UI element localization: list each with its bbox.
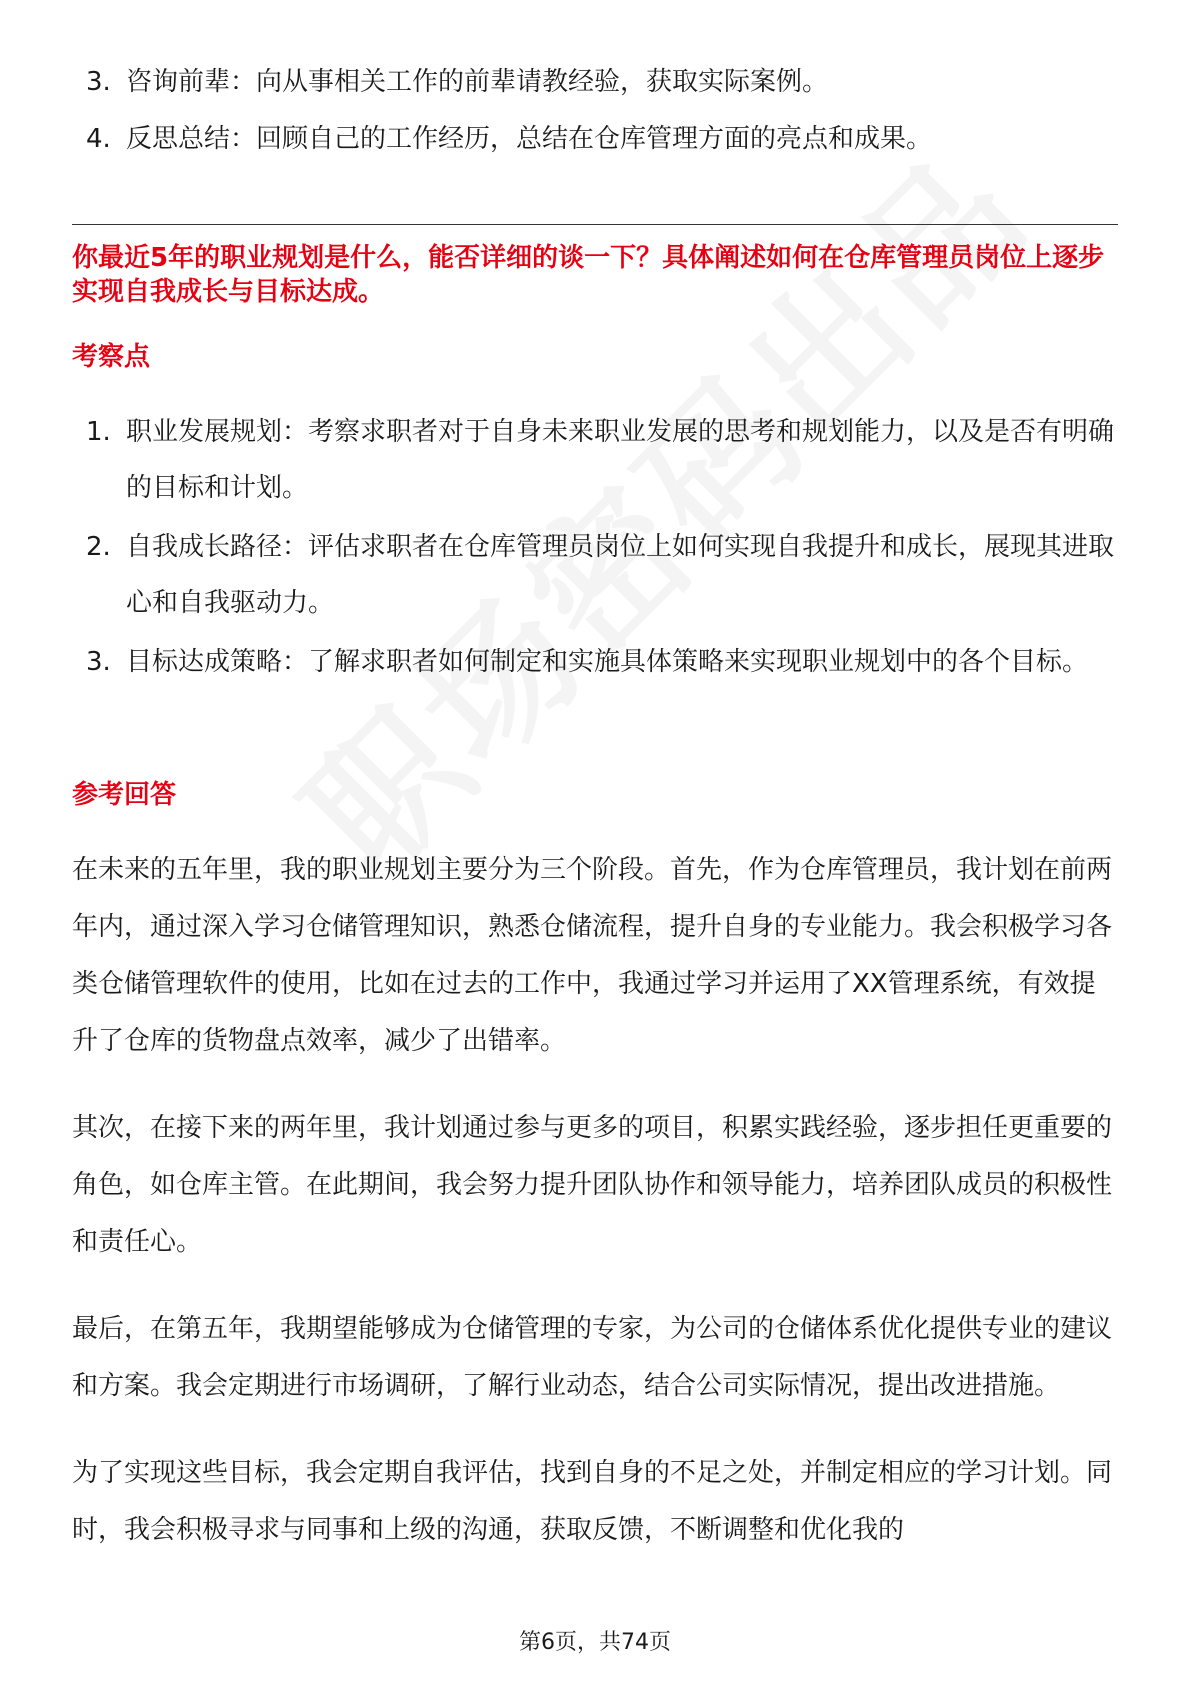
points-title: 考察点 xyxy=(72,342,151,372)
list-item-number: 3. xyxy=(86,67,111,97)
answer-title: 参考回答 xyxy=(72,780,177,810)
list-item-text: 目标达成策略：了解求职者如何制定和实施具体策略来实现职业规划中的各个目标。 xyxy=(126,647,1089,677)
continued-list xyxy=(72,54,1117,168)
list-item xyxy=(72,54,1117,110)
list-item-text: 反思总结：回顾自己的工作经历，总结在仓库管理方面的亮点和成果。 xyxy=(126,124,933,154)
section-divider xyxy=(72,224,1118,225)
list-item-text: 咨询前辈：向从事相关工作的前辈请教经验，获取实际案例。 xyxy=(126,67,829,97)
answer-body xyxy=(72,842,1120,1589)
list-item xyxy=(72,111,1117,167)
page-number-footer: 第6页，共74页 xyxy=(519,1630,671,1655)
list-item-text: 自我成长路径：评估求职者在仓库管理员岗位上如何实现自我提升和成长，展现其进取心和自我驱动力。 xyxy=(126,532,1115,618)
answer-paragraph: 最后，在第五年，我期望能够成为仓储管理的专家，为公司的仓储体系优化提供专业的建议和方案。我会定期进行市场调研，了解行业动态，结合公司实际情况，提出改进措施。 xyxy=(72,1314,1113,1401)
points-list xyxy=(72,404,1117,693)
list-item-number: 2. xyxy=(86,532,111,562)
list-item-number: 1. xyxy=(86,417,111,447)
answer-paragraph: 在未来的五年里，我的职业规划主要分为三个阶段。首先，作为仓库管理员，我计划在前两年内，通过深入学习仓储管理知识，熟悉仓储流程，提升自身的专业能力。我会积极学习各类仓储管理软件的使用，比如在过去的工作中，我通过学习并运用了XX管理系统，有效提升了仓库的货物盘点效率，减少了出错率。 xyxy=(72,855,1113,1056)
list-item-number: 3. xyxy=(86,647,111,677)
list-item-number: 4. xyxy=(86,124,111,154)
list-item xyxy=(72,634,1117,690)
list-item-text: 职业发展规划：考察求职者对于自身未来职业发展的思考和规划能力，以及是否有明确的目标和计划。 xyxy=(126,417,1115,503)
list-item xyxy=(72,404,1117,516)
question-heading: 你最近5年的职业规划是什么，能否详细的谈一下？具体阐述如何在仓库管理员岗位上逐步实现自我成长与目标达成。 xyxy=(72,243,1105,307)
answer-paragraph: 为了实现这些目标，我会定期自我评估，找到自身的不足之处，并制定相应的学习计划。同时，我会积极寻求与同事和上级的沟通，获取反馈，不断调整和优化我的 xyxy=(72,1458,1113,1545)
list-item xyxy=(72,519,1117,631)
answer-paragraph: 其次，在接下来的两年里，我计划通过参与更多的项目，积累实践经验，逐步担任更重要的角色，如仓库主管。在此期间，我会努力提升团队协作和领导能力，培养团队成员的积极性和责任心。 xyxy=(72,1113,1113,1257)
